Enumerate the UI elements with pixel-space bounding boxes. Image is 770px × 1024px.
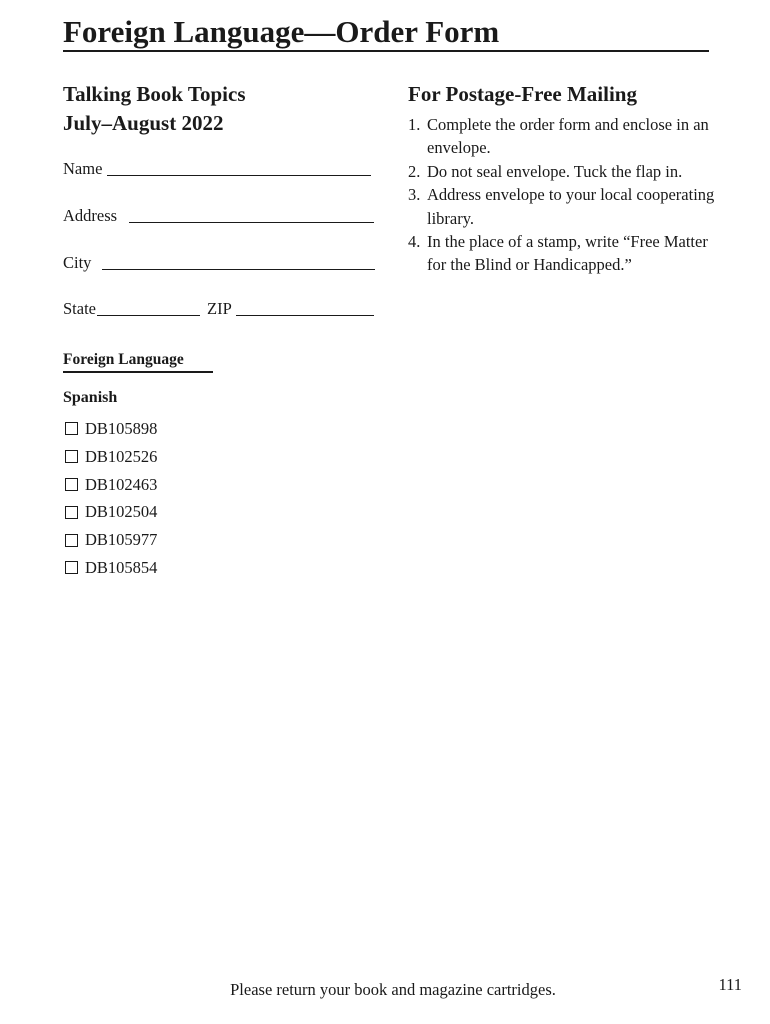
state-label: State (63, 299, 96, 318)
publication-issue: July–August 2022 (63, 111, 224, 135)
mailing-step (408, 160, 718, 183)
address-field-row (63, 206, 374, 226)
mailing-instructions (408, 80, 718, 277)
name-field[interactable] (107, 161, 371, 176)
name-field-row (63, 159, 371, 179)
mailing-step (408, 183, 718, 230)
checkbox[interactable] (65, 506, 78, 519)
step-text: Do not seal envelope. Tuck the flap in. (427, 161, 683, 181)
step-number: 3. (408, 185, 421, 205)
step-text: Complete the order form and enclose in an envelope. (427, 115, 709, 158)
publication-title: Talking Book Topics (63, 82, 246, 106)
step-text: In the place of a stamp, write “Free Matter for the Blind or Handicapped.” (427, 232, 708, 275)
book-number: DB102463 (85, 474, 158, 494)
book-number: DB102526 (85, 446, 158, 466)
city-label: City (63, 253, 92, 272)
list-item[interactable] (63, 415, 157, 443)
section-heading: Foreign Language (63, 350, 213, 373)
city-field-row (63, 253, 375, 273)
page-title: Foreign Language—Order Form (63, 14, 709, 52)
list-item[interactable] (63, 498, 157, 526)
mailing-steps (408, 113, 718, 277)
mailing-step (408, 113, 718, 160)
step-number: 2. (408, 161, 421, 181)
step-number: 4. (408, 232, 421, 252)
address-label: Address (63, 206, 118, 225)
zip-label: ZIP (207, 299, 232, 318)
mailing-step (408, 230, 718, 277)
zip-field[interactable] (236, 301, 374, 316)
city-field[interactable] (102, 255, 375, 270)
list-item[interactable] (63, 554, 157, 582)
checkbox[interactable] (65, 478, 78, 491)
address-field[interactable] (129, 208, 374, 223)
name-label: Name (63, 159, 103, 178)
mailing-title: For Postage-Free Mailing (408, 82, 637, 106)
page-number: 111 (718, 975, 742, 994)
list-item[interactable] (63, 443, 157, 471)
step-text: Address envelope to your local cooperating library. (427, 185, 715, 228)
checkbox[interactable] (65, 561, 78, 574)
checkbox[interactable] (65, 534, 78, 547)
footer-note: Please return your book and magazine cartridges. (230, 980, 556, 999)
book-number: DB102504 (85, 502, 158, 522)
book-number: DB105854 (85, 557, 158, 577)
checkbox[interactable] (65, 450, 78, 463)
checkbox[interactable] (65, 422, 78, 435)
state-field[interactable] (97, 301, 200, 316)
book-number: DB105977 (85, 530, 158, 550)
order-form-left-column (63, 80, 383, 318)
list-item[interactable] (63, 471, 157, 499)
state-zip-field-row (63, 299, 374, 319)
book-number: DB105898 (85, 419, 158, 438)
step-number: 1. (408, 115, 421, 134)
book-list (63, 415, 157, 582)
language-subheading: Spanish (63, 389, 118, 406)
list-item[interactable] (63, 526, 157, 554)
